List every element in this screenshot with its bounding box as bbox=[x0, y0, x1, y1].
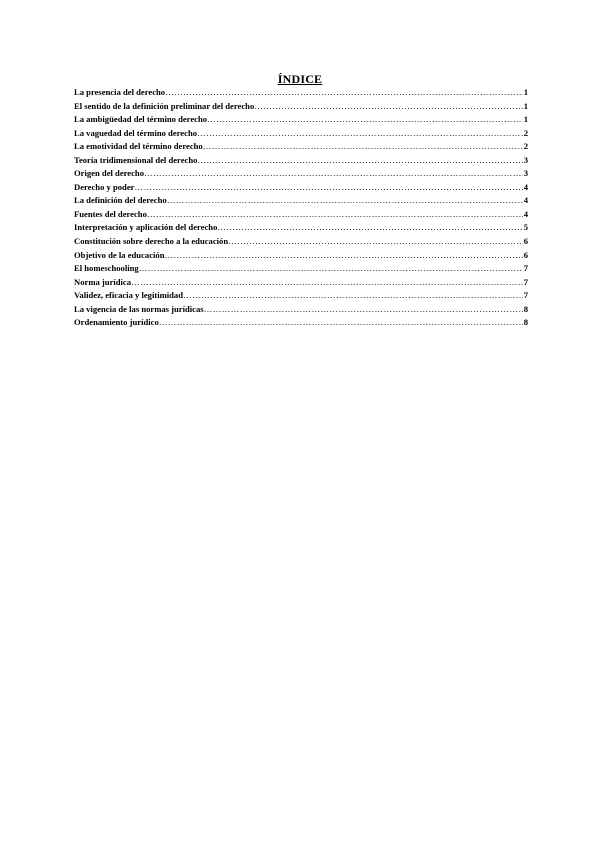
toc-entry-page-number: 8 bbox=[523, 317, 528, 328]
toc-entry[interactable] bbox=[74, 316, 528, 330]
dot-leader bbox=[131, 276, 523, 290]
toc-entry-page-number: 2 bbox=[523, 127, 528, 138]
toc-entry-page-number: 6 bbox=[523, 249, 528, 260]
toc-entry-label: El sentido de la definición preliminar del derecho bbox=[74, 100, 255, 111]
toc-entry-page-number: 1 bbox=[523, 100, 528, 111]
toc-entry-page-number: 5 bbox=[523, 222, 528, 233]
toc-entry[interactable] bbox=[74, 86, 528, 100]
dot-leader bbox=[139, 262, 523, 276]
dot-leader bbox=[183, 289, 523, 303]
dot-leader bbox=[203, 140, 523, 154]
toc-entry[interactable] bbox=[74, 194, 528, 208]
toc-entry-label: Norma jurídica bbox=[74, 276, 132, 287]
toc-entry-label: Constitución sobre derecho a la educación bbox=[74, 236, 229, 247]
toc-entry[interactable] bbox=[74, 167, 528, 181]
dot-leader bbox=[197, 127, 523, 141]
toc-entry[interactable] bbox=[74, 181, 528, 195]
dot-leader bbox=[144, 167, 523, 181]
toc-entry-label: Objetivo de la educación bbox=[74, 249, 165, 260]
toc-entry-label: Interpretación y aplicación del derecho bbox=[74, 222, 218, 233]
dot-leader bbox=[217, 221, 522, 235]
dot-leader bbox=[197, 154, 522, 168]
toc-entry[interactable] bbox=[74, 303, 528, 317]
dot-leader bbox=[147, 208, 523, 222]
dot-leader bbox=[167, 194, 523, 208]
toc-entry-page-number: 3 bbox=[523, 154, 528, 165]
toc-entry[interactable] bbox=[74, 208, 528, 222]
dot-leader bbox=[207, 113, 523, 127]
toc-entry-label: Origen del derecho bbox=[74, 168, 145, 179]
toc-entry-page-number: 3 bbox=[523, 168, 528, 179]
toc-entry[interactable] bbox=[74, 249, 528, 263]
toc-entry-label: Validez, eficacia y legitimidad bbox=[74, 290, 183, 301]
toc-entry-page-number: 6 bbox=[523, 236, 528, 247]
toc-entry[interactable] bbox=[74, 289, 528, 303]
toc-entry-label: Teoría tridimensional del derecho bbox=[74, 154, 198, 165]
toc-entry-label: La ambigüedad del término derecho bbox=[74, 114, 208, 125]
table-of-contents bbox=[74, 86, 528, 330]
toc-entry-page-number: 8 bbox=[523, 303, 528, 314]
toc-entry-label: La presencia del derecho bbox=[74, 87, 166, 97]
dot-leader bbox=[159, 316, 523, 330]
toc-entry[interactable] bbox=[74, 276, 528, 290]
dot-leader bbox=[164, 249, 522, 263]
toc-entry[interactable] bbox=[74, 221, 528, 235]
toc-entry-page-number: 1 bbox=[523, 87, 528, 97]
toc-entry-page-number: 4 bbox=[523, 208, 528, 219]
toc-entry-page-number: 4 bbox=[523, 195, 528, 206]
toc-entry-page-number: 1 bbox=[523, 114, 528, 125]
toc-entry-label: Ordenamiento jurídico bbox=[74, 317, 159, 328]
toc-entry-label: La vigencia de las normas jurídicas bbox=[74, 303, 204, 314]
toc-entry-page-number: 7 bbox=[523, 290, 528, 301]
toc-entry-label: La definición del derecho bbox=[74, 195, 167, 206]
dot-leader bbox=[165, 86, 523, 100]
dot-leader bbox=[254, 100, 522, 114]
page-title: ÍNDICE bbox=[277, 72, 323, 86]
toc-entry-label: Derecho y poder bbox=[74, 181, 135, 192]
toc-entry[interactable] bbox=[74, 140, 528, 154]
toc-entry-page-number: 2 bbox=[523, 141, 528, 152]
toc-entry-page-number: 7 bbox=[523, 263, 528, 274]
toc-entry-page-number: 7 bbox=[523, 276, 528, 287]
dot-leader bbox=[204, 303, 523, 317]
dot-leader bbox=[228, 235, 523, 249]
toc-entry[interactable] bbox=[74, 154, 528, 168]
toc-entry[interactable] bbox=[74, 100, 528, 114]
toc-entry-label: Fuentes del derecho bbox=[74, 208, 147, 219]
toc-entry-label: La emotividad del término derecho bbox=[74, 141, 203, 152]
toc-entry-label: El homeschooling bbox=[74, 263, 139, 274]
toc-entry[interactable] bbox=[74, 235, 528, 249]
dot-leader bbox=[134, 181, 522, 195]
toc-entry[interactable] bbox=[74, 262, 528, 276]
toc-entry[interactable] bbox=[74, 113, 528, 127]
toc-entry-label: La vaguedad del término derecho bbox=[74, 127, 198, 138]
toc-entry[interactable] bbox=[74, 127, 528, 141]
toc-entry-page-number: 4 bbox=[523, 181, 528, 192]
